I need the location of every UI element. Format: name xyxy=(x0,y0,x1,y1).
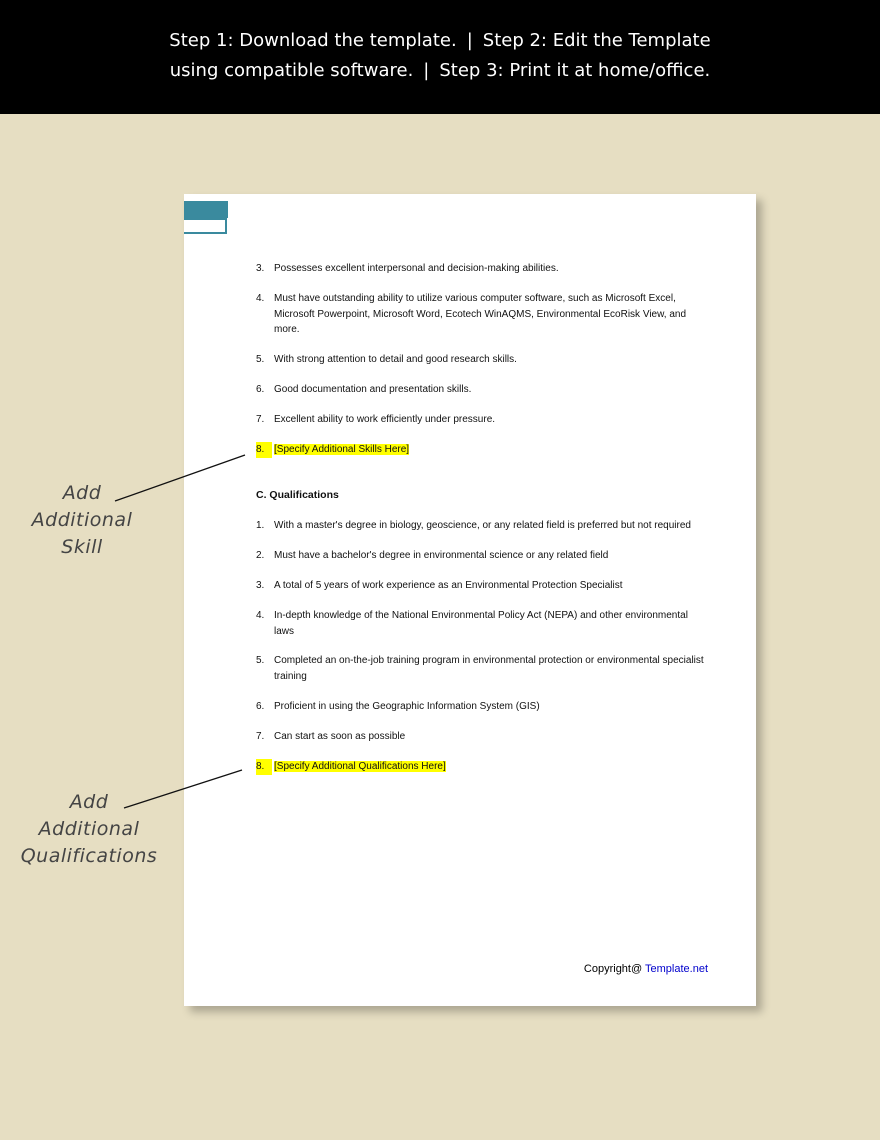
list-text: A total of 5 years of work experience as an Environmental Protection Specialist xyxy=(274,580,623,591)
list-number: 5. xyxy=(256,354,265,365)
list-number: 6. xyxy=(256,701,265,712)
list-number: 8. xyxy=(256,442,272,458)
list-text: Must have a bachelor's degree in environmental science or any related field xyxy=(274,550,609,561)
list-number: 4. xyxy=(256,610,265,621)
callout-line: Skill xyxy=(61,536,103,558)
list-number: 7. xyxy=(256,731,265,742)
skill-callout xyxy=(16,480,148,561)
callout-line: Additional xyxy=(38,818,140,840)
list-text: In-depth knowledge of the National Environmental Policy Act (NEPA) and other environmental laws xyxy=(274,610,688,637)
list-number: 3. xyxy=(256,263,265,274)
banner-step-3: Step 3: Print it at home/office. xyxy=(439,60,711,81)
list-text: Can start as soon as possible xyxy=(274,731,406,742)
list-number: 3. xyxy=(256,580,265,591)
callout-line: Qualifications xyxy=(20,845,158,867)
list-text: Excellent ability to work efficiently under pressure. xyxy=(274,414,496,425)
copyright-link[interactable]: Template.net xyxy=(645,963,708,975)
copyright-label: Copyright@ xyxy=(583,963,643,975)
banner-step-2-cont: using compatible software. xyxy=(169,60,414,81)
qualifications-callout xyxy=(10,789,168,870)
list-text: Must have outstanding ability to utilize various computer software, such as Microsoft Excel, Microsoft Powerpoint, Microsoft Word, Ecotech WinAQMS, Environmental EcoRisk View, and more. xyxy=(274,293,687,335)
callout-line: Add xyxy=(69,791,109,813)
list-number: 7. xyxy=(256,414,265,425)
list-text: Possesses excellent interpersonal and decision-making abilities. xyxy=(274,263,559,274)
list-text: Completed an on-the-job training program in environmental protection or environmental specialist training xyxy=(274,655,704,682)
list-number: 8. xyxy=(256,759,272,775)
list-number: 6. xyxy=(256,384,265,395)
list-number: 2. xyxy=(256,550,265,561)
list-number: 5. xyxy=(256,655,265,666)
banner-separator: | xyxy=(466,30,473,51)
placeholder-text[interactable]: [Specify Additional Qualifications Here] xyxy=(274,761,446,772)
list-number: 1. xyxy=(256,520,265,531)
list-text: Good documentation and presentation skills. xyxy=(274,384,472,395)
list-text: Proficient in using the Geographic Information System (GIS) xyxy=(274,701,540,712)
list-text: With strong attention to detail and good research skills. xyxy=(274,354,517,365)
placeholder-text[interactable]: [Specify Additional Skills Here] xyxy=(274,444,410,455)
banner-step-1: Step 1: Download the template. xyxy=(169,30,457,51)
section-heading: C. Qualifications xyxy=(256,489,339,501)
banner-separator: | xyxy=(423,60,430,81)
banner-step-2: Step 2: Edit the Template xyxy=(482,30,711,51)
list-text: With a master's degree in biology, geoscience, or any related field is preferred but not required xyxy=(274,520,691,531)
list-number: 4. xyxy=(256,293,265,304)
callout-line: Add xyxy=(62,482,102,504)
callout-line: Additional xyxy=(31,509,133,531)
